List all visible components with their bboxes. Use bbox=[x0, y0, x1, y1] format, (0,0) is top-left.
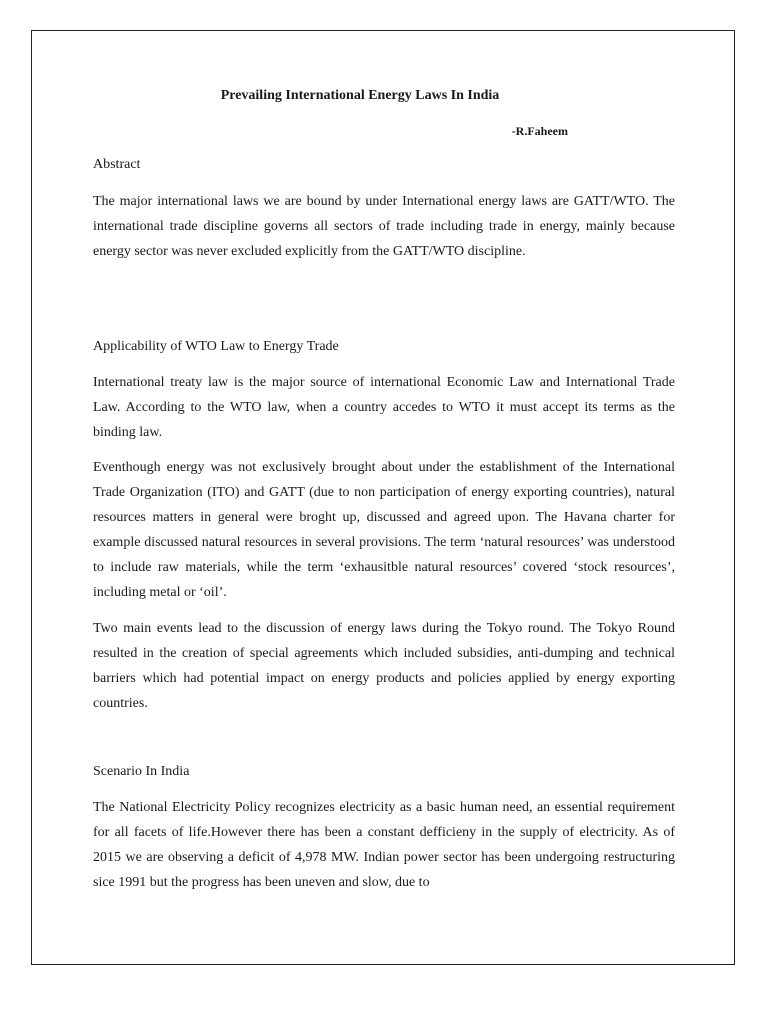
section-heading-scenario-india: Scenario In India bbox=[93, 764, 190, 779]
abstract-paragraph: The major international laws we are bound by under International energy laws are GATT/WTO. The international trade discipline governs all sectors of trade including trade in energy, mainly because energy sector was never excluded explicitly from the GATT/WTO discipline. bbox=[93, 194, 675, 259]
wto-paragraph-1: International treaty law is the major source of international Economic Law and International Trade Law. According to the WTO law, when a country accedes to WTO it must accept its terms as the binding law. bbox=[93, 375, 675, 440]
india-paragraph-1: The National Electricity Policy recognizes electricity as a basic human need, an essential requirement for all facets of life.However there has been a constant defficieny in the supply of electricity. As of 2015 we are observing a deficit of 4,978 MW. Indian power sector has been undergoing restructuring sice 1991 but the progress has been uneven and slow, due to bbox=[93, 800, 675, 890]
wto-paragraph-3: Two main events lead to the discussion of energy laws during the Tokyo round. The Tokyo Round resulted in the creation of special agreements which included subsidies, anti-dumping and technical barriers which had potential impact on energy products and policies applied by energy exporting countries. bbox=[93, 621, 675, 711]
document-author: -R.Faheem bbox=[511, 124, 568, 138]
document-title: Prevailing International Energy Laws In India bbox=[220, 88, 500, 103]
section-heading-abstract: Abstract bbox=[93, 157, 141, 172]
wto-paragraph-2: Eventhough energy was not exclusively brought about under the establishment of the International Trade Organization (ITO) and GATT (due to non participation of energy exporting countries), natural resources matters in general were broght up, discussed and agreed upon. The Havana charter for example discussed natural resources in several provisions. The term ‘natural resources’ was understood to include raw materials, while the term ‘exhausitble natural resources’ covered ‘stock resources’, including metal or ‘oil’. bbox=[93, 460, 675, 600]
section-heading-wto-applicability: Applicability of WTO Law to Energy Trade bbox=[93, 339, 339, 354]
